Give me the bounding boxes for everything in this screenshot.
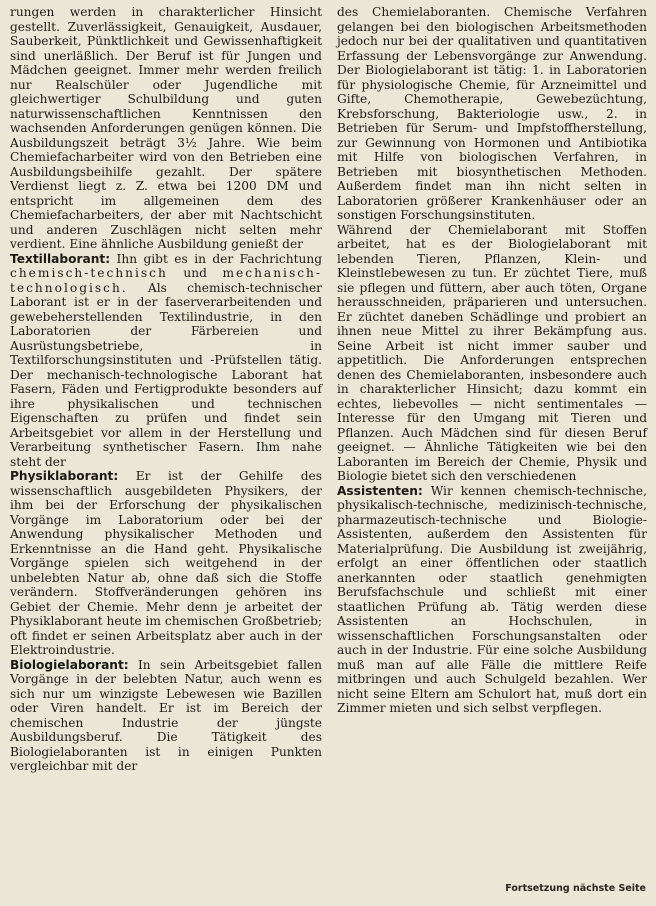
biologielaborant-heading: Biologielaborant: <box>10 657 129 672</box>
textillaborant-direction-2: mechanisch-technologisch. <box>10 266 322 295</box>
textillaborant-and: und <box>167 266 223 280</box>
biologielaborant-body: In sein Arbeitsgebiet fallen Vorgänge in der belebten Natur, auch wenn es sich nur um winzigste Lebewesen wie Bazillen oder Viren handelt. Er ist im Bereich der chemischen Industrie der jüngste Ausbildungsberuf. Die Tätigkeit des Biologielaboranten ist in einigen Punkten vergleichbar mit der <box>10 657 322 773</box>
biologielaborant-section <box>10 658 322 774</box>
continued-next-page-note: Fortsetzung nächste Seite <box>505 883 646 894</box>
intro-paragraph: rungen werden in charakterlicher Hinsicht gestellt. Zuverlässigkeit, Genauigkeit, Ausdauer, Sauberkeit, Pünktlichkeit und Gewissenhaftigkeit sind unerläßlich. Der Beruf ist für Jungen und Mädchen geeignet. Immer mehr werden freilich nur Realschüler oder Jugendliche mit gleichwertiger Schulbildung und guten naturwissenschaftlichen Kenntnissen den wachsenden Anforderungen genügen können. Die Ausbildungszeit beträgt 3½ Jahre. Wie beim Chemiefacharbeiter wird von den Betrieben eine Ausbildungsbeihilfe gezahlt. Der spätere Verdienst liegt z. Z. etwa bei 1200 DM und entspricht im allgemeinen dem des Chemiefacharbeiters, der aber mit Nachtschicht und anderen Zuschlägen nicht selten mehr verdient. Eine ähnliche Ausbildung genießt der <box>10 5 322 251</box>
textillaborant-heading: Textillaborant: <box>10 251 111 266</box>
textillaborant-body: Als chemisch-technischer Laborant ist er in der faserverarbeitenden und gewebeherstellenden Textilindustrie, in den Laboratorien der Färbereien und Ausrüstungsbetriebe, in Textilforschungsinstituten und -Prüfstellen tätig. Der mechanisch-technologische Laborant hat Fasern, Fäden und Fertigprodukte besonders auf ihre physikalischen und technischen Eigenschaften zu prüfen und findet sein Arbeitsgebiet vor allem in der Herstellung und Verarbeitung synthetischer Fasern. Ihm nahe steht der <box>10 280 322 469</box>
biologielaborant-continued: des Chemielaboranten. Chemische Verfahren gelangen bei den biologischen Arbeitsmethoden jedoch nur bei der qualitativen und quantitativen Erfassung der Lebensvorgänge zur Anwendung. Der Biologielaborant ist tätig: 1. in Laboratorien für physiologische Chemie, für Arzneimittel und Gifte, Chemotherapie, Gewebezüchtung, Krebsforschung, Bakteriologie usw., 2. in Betrieben für Serum- und Impfstoffherstellung, zur Gewinnung von Hormonen und Antibiotika mit Hilfe von biologischen Verfahren, in Betrieben mit biosynthetischen Methoden. Außerdem findet man ihn nicht selten in Laboratorien größerer Krankenhäuser oder an sonstigen Forschungsinstituten. <box>337 5 647 222</box>
assistenten-heading: Assistenten: <box>337 483 423 498</box>
assistenten-body: Wir kennen chemisch-technische, physikalisch-technische, medizinisch-technische, pharmazeutisch-technische und Biologie-Assistenten, außerdem den Assistenten für Materialprüfung. Die Ausbildung ist zweijährig, erfolgt an einer öffentlichen oder staatlich anerkannten oder staatlich genehmigten Berufsfachschule und schließt mit einer staatlichen Prüfung ab. Tätig werden diese Assistenten an Hochschulen, in wissenschaftlichen Forschungsanstalten oder auch in der Industrie. Für eine solche Ausbildung muß man auf alle Fälle die mittlere Reife mitbringen und auch Schulgeld bezahlen. Wer nicht seine Eltern am Schulort hat, muß dort ein Zimmer mieten und sich selbst verpflegen. <box>337 483 647 715</box>
right-column <box>337 5 647 716</box>
assistenten-section <box>337 484 647 716</box>
physiklaborant-body: Er ist der Gehilfe des wissenschaftlich ausgebildeten Physikers, der ihm bei der Erforschung der physikalischen Vorgänge im Laboratorium oder bei der Anwendung physikalischer Methoden und Erkenntnisse an die Hand geht. Physikalische Vorgänge spielen sich weitgehend in der unbelebten Natur ab, ohne daß sich die Stoffe verändern. Stoffveränderungen gehören ins Gebiet der Chemie. Mehr denn je arbeitet der Physiklaborant heute im chemischen Großbetrieb; oft findet er seinen Arbeitsplatz aber auch in der Elektroindustrie. <box>10 469 322 657</box>
physiklaborant-section <box>10 469 322 658</box>
textillaborant-direction-1: chemisch-technisch <box>10 266 168 280</box>
physiklaborant-heading: Physiklaborant: <box>10 469 119 483</box>
textillaborant-intro: Ihn gibt es in der Fachrichtung <box>110 251 322 266</box>
textillaborant-section <box>10 252 322 470</box>
biologielaborant-duties: Während der Chemielaborant mit Stoffen arbeitet, hat es der Biologielaborant mit lebenden Tieren, Pflanzen, Klein- und Kleinstlebewesen zu tun. Er züchtet Tiere, muß sie pflegen und füttern, aber auch töten, Organe herausschneiden, präparieren und untersuchen. Er züchtet daneben Schädlinge und probiert an ihnen neue Mittel zu ihrer Bekämpfung aus. Seine Arbeit ist nicht immer sauber und appetitlich. Die Anforderungen entsprechen denen des Chemielaboranten, insbesondere auch in charakterlicher Hinsicht; dazu kommt ein echtes, liebevolles — nicht sentimentales — Interesse für den Umgang mit Tieren und Pflanzen. Auch Mädchen sind für diesen Beruf geeignet. — Ähnliche Tätigkeiten wie bei den Laboranten im Bereich der Chemie, Physik und Biologie bietet sich den verschiedenen <box>337 222 647 483</box>
left-column <box>10 5 322 774</box>
